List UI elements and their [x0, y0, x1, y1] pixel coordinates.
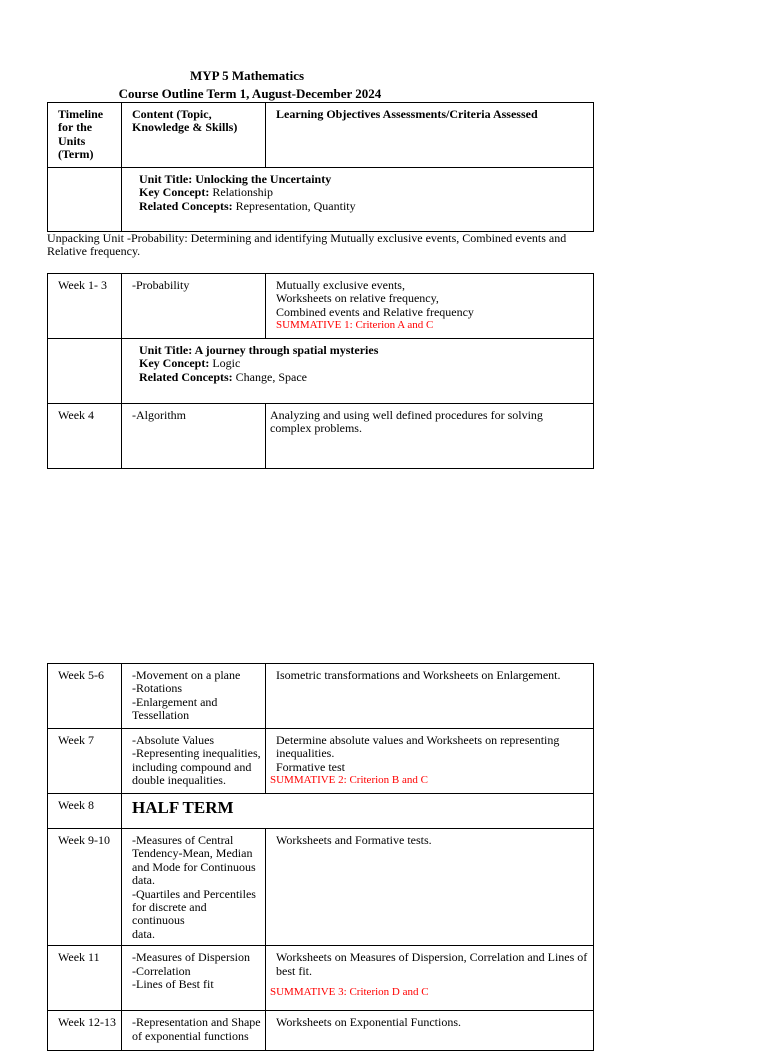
table-row	[48, 729, 594, 794]
empty-cell	[48, 168, 122, 232]
content-line: and Mode for Continuous	[132, 859, 256, 874]
objective-line: complex problems.	[270, 421, 362, 436]
objective-line: Worksheets on Measures of Dispersion, Correlation and Lines of	[276, 950, 588, 965]
content-header-line: Content (Topic,	[132, 107, 212, 121]
content-line: data.	[132, 873, 155, 888]
unit-1-title: Unlocking the Uncertainty	[195, 172, 332, 186]
week-cell: Week 12-13	[48, 1011, 122, 1051]
timeline-header-line: Timeline	[58, 107, 104, 121]
unit-title-label: Unit Title:	[139, 172, 196, 186]
summative-note: SUMMATIVE 2: Criterion B and C	[270, 774, 428, 787]
content-line: -Representation and Shape	[132, 1015, 261, 1030]
content-header	[122, 103, 266, 168]
content-line: Tessellation	[132, 708, 190, 723]
content-line: -Absolute Values	[132, 733, 215, 747]
unit-1-info	[122, 168, 594, 232]
document-title: MYP 5 Mathematics	[189, 68, 305, 83]
table-row	[48, 664, 594, 729]
timeline-header	[48, 103, 122, 168]
unit-2-info	[122, 339, 594, 404]
objective-line: Formative test	[276, 759, 345, 774]
unit-2-related-concepts: Change, Space	[235, 369, 307, 384]
objectives-cell	[266, 274, 594, 339]
content-line: for discrete and continuous	[132, 900, 207, 928]
timeline-header-line: Units	[58, 133, 86, 148]
summative-note: SUMMATIVE 1: Criterion A and C	[276, 319, 434, 332]
objective-line: Worksheets and Formative tests.	[276, 833, 432, 847]
half-term-cell	[122, 794, 594, 829]
content-header-line: Knowledge & Skills)	[132, 120, 238, 135]
course-outline-table-a	[47, 273, 594, 469]
objective-line: Determine absolute values and Worksheets on representing	[276, 733, 560, 747]
objectives-cell	[266, 664, 594, 729]
week-cell: Week 9-10	[48, 829, 122, 946]
unit-2-title: A journey through spatial mysteries	[194, 343, 379, 357]
content-cell	[122, 829, 266, 946]
content-line: -Representing inequalities,	[132, 746, 261, 761]
content-cell	[122, 729, 266, 794]
content-cell	[122, 1011, 266, 1051]
table-header-row	[48, 103, 594, 168]
table-row	[48, 946, 594, 1011]
content-line: -Lines of Best fit	[132, 977, 214, 992]
objective-line: Analyzing and using well defined procedures for solving	[270, 408, 543, 422]
week-cell: Week 7	[48, 729, 122, 794]
content-line: -Measures of Dispersion	[132, 950, 250, 965]
objectives-cell	[266, 829, 594, 946]
summative-note: SUMMATIVE 3: Criterion D and C	[270, 986, 429, 999]
objectives-cell	[266, 404, 594, 469]
content-line: Tendency-Mean, Median	[132, 846, 253, 861]
content-line: including compound and	[132, 759, 252, 774]
unit-title-label: Unit Title:	[139, 343, 195, 357]
content-cell	[122, 274, 266, 339]
objective-line: Worksheets on relative frequency,	[276, 291, 439, 306]
objectives-cell	[266, 729, 594, 794]
objective-line: Combined events and Relative frequency	[276, 304, 474, 319]
course-outline-table-header	[47, 102, 594, 232]
unit-2-key-concept: Logic	[212, 356, 241, 371]
content-line: -Probability	[132, 278, 190, 292]
objective-line: Mutually exclusive events,	[276, 278, 405, 292]
objective-line: inequalities.	[276, 746, 335, 761]
table-row	[48, 404, 594, 469]
table-row	[48, 1011, 594, 1051]
objective-line: Isometric transformations and Worksheets on Enlargement.	[276, 668, 561, 682]
objective-line: Worksheets on Exponential Functions.	[276, 1015, 462, 1030]
table-row	[48, 274, 594, 339]
content-line: -Correlation	[132, 963, 191, 978]
week-cell: Week 8	[48, 794, 122, 829]
timeline-header-line: for the	[58, 120, 93, 135]
key-concept-label: Key Concept:	[139, 185, 213, 200]
related-concepts-label: Related Concepts:	[139, 369, 236, 384]
content-cell	[122, 946, 266, 1011]
objective-line: best fit.	[276, 963, 312, 978]
week-cell: Week 11	[48, 946, 122, 1011]
content-cell	[122, 404, 266, 469]
table-row	[48, 794, 594, 829]
week-cell: Week 4	[48, 404, 122, 469]
empty-cell	[48, 339, 122, 404]
content-line: -Rotations	[132, 681, 182, 696]
timeline-header-line: (Term)	[58, 147, 94, 162]
content-cell	[122, 664, 266, 729]
document-subtitle: Course Outline Term 1, August-December 2024	[118, 86, 382, 101]
course-outline-table-b	[47, 663, 594, 1051]
content-line: -Movement on a plane	[132, 668, 241, 682]
content-line: -Quartiles and Percentiles	[132, 886, 256, 901]
content-line: of exponential functions	[132, 1028, 249, 1043]
unit-1-key-concept: Relationship	[212, 185, 273, 200]
content-line: data.	[132, 926, 155, 941]
objectives-cell	[266, 1011, 594, 1051]
unit-1-row	[48, 168, 594, 232]
key-concept-label: Key Concept:	[139, 356, 213, 371]
half-term-label: HALF TERM	[132, 798, 234, 817]
content-line: double inequalities.	[132, 773, 226, 788]
content-line: -Algorithm	[132, 408, 186, 422]
related-concepts-label: Related Concepts:	[139, 198, 236, 213]
unit-2-row	[48, 339, 594, 404]
objectives-header: Learning Objectives Assessments/Criteria Assessed	[266, 103, 594, 168]
week-cell: Week 1- 3	[48, 274, 122, 339]
unit-1-related-concepts: Representation, Quantity	[235, 198, 356, 213]
content-line: -Enlargement and	[132, 694, 218, 709]
objectives-cell	[266, 946, 594, 1011]
content-line: -Measures of Central	[132, 833, 234, 847]
unpacking-note: Unpacking Unit -Probability: Determining and identifying Mutually exclusive events, Combined events and Relative frequency.	[47, 231, 567, 258]
week-cell: Week 5-6	[48, 664, 122, 729]
table-row	[48, 829, 594, 946]
